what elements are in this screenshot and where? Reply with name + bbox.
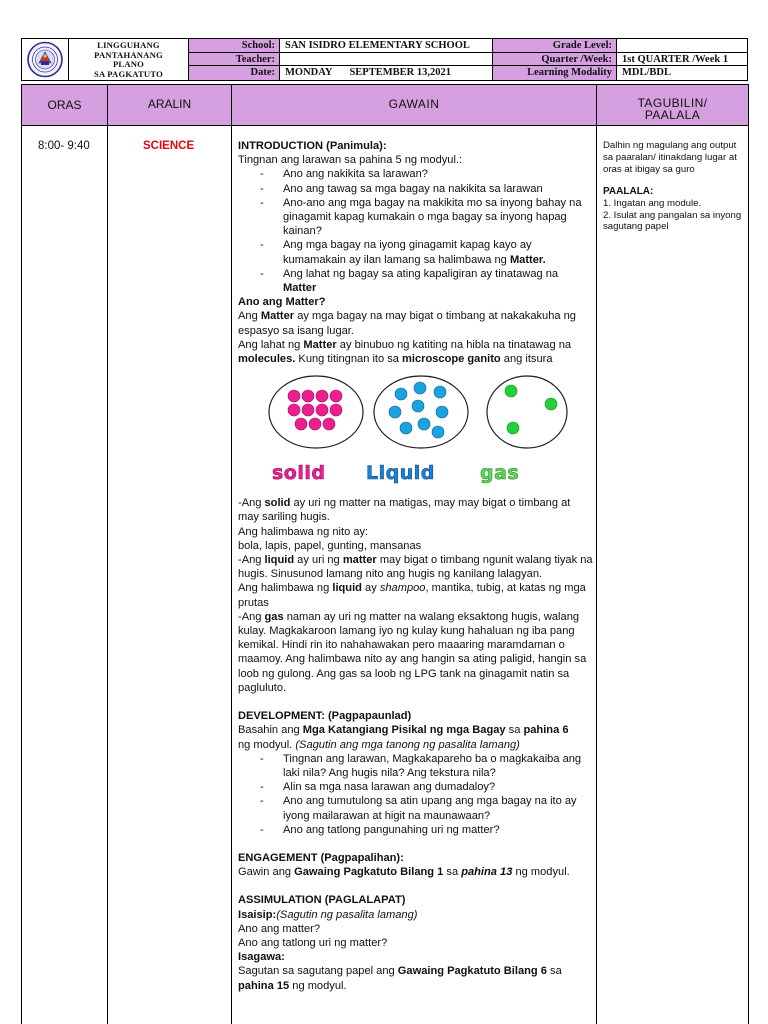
intro-item: - Ano ang tawag sa mga bagay na nakikita sa larawan: [238, 182, 594, 196]
gawain-column-divider: [596, 84, 597, 1024]
header-gawain: [232, 85, 596, 125]
gas-description: [238, 610, 594, 695]
solid-examples-title: Ang halimbawa ng nito ay:: [238, 525, 369, 538]
teacher-value: [280, 53, 493, 67]
gawain-content: [238, 139, 594, 993]
bold-text: liquid: [332, 582, 362, 595]
matter-molecules: [238, 338, 594, 366]
date-value-cell: [280, 66, 493, 80]
text: ng modyul.: [512, 866, 570, 879]
what-is-matter-title: Ano ang Matter?: [238, 296, 326, 309]
tagubilin-text: Dalhin ng magulang ang output sa paaralan/ itinakdang lugar at oras at ibigay sa guro: [603, 140, 737, 175]
intro-item: [238, 267, 594, 295]
intro-item-text: Ang mga bagay na iyong ginagamit kapag kayo ay kumamakain ay ilan lamang sa halimbawa ng: [283, 239, 532, 266]
introduction-title: INTRODUCTION (Panimula):: [238, 140, 387, 152]
text: ay binubuo ng katiting na hibla na tinatawag na: [336, 338, 572, 351]
text: -Ang: [238, 554, 265, 567]
bold-text: solid: [264, 497, 291, 510]
paalala-title: PAALALA:: [603, 185, 654, 197]
school-label: School:: [189, 39, 280, 53]
school-value: SAN ISIDRO ELEMENTARY SCHOOL: [280, 39, 493, 53]
text: Kung titingnan ito sa: [295, 353, 403, 366]
date-value: SEPTEMBER 13,2021: [349, 67, 451, 79]
engagement-text: [238, 865, 594, 879]
oras-time: 8:00- 9:40: [38, 140, 90, 152]
header-gawain-label: GAWAIN: [388, 97, 440, 111]
quarter-week-value: 1st QUARTER /Week 1: [617, 53, 747, 67]
header-tagubilin: [597, 85, 748, 125]
bold-text: Matter: [303, 338, 337, 351]
lesson-plan-title: [69, 39, 189, 80]
text: ay: [361, 582, 380, 595]
date-day: MONDAY: [285, 67, 333, 79]
text: -Ang: [238, 610, 265, 623]
italic-text: (Sagutin ng pasalita lamang): [276, 908, 418, 921]
matter-definition: [238, 309, 594, 337]
intro-item-bold: Matter.: [509, 253, 546, 266]
bold-text: liquid: [264, 554, 295, 567]
bold-text: molecules.: [238, 353, 296, 366]
grade-level-label: Grade Level:: [493, 39, 617, 53]
grade-level-value: [617, 39, 747, 53]
development-item: - Alin sa mga nasa larawan ang dumadaloy?: [238, 780, 594, 794]
oras-column-divider: [107, 84, 108, 1024]
text: Sagutan sa sagutang papel ang: [238, 965, 398, 978]
development-text: [238, 723, 594, 751]
bold-text: Matter: [260, 310, 295, 323]
text: Ang halimbawa ng: [238, 582, 333, 595]
intro-item: - Ano ang nakikita sa larawan?: [238, 167, 594, 181]
assimilation-title: ASSIMULATION (PAGLALAPAT): [238, 894, 406, 907]
bold-text: Gawaing Pagkatuto Bilang 6: [397, 965, 547, 978]
text: Gawin ang: [238, 866, 295, 879]
aralin-subject: SCIENCE: [143, 140, 195, 152]
italic-text: (Sagutin ang mga tanong ng pasalita lamang): [295, 738, 520, 751]
tagubilin-content: [603, 140, 746, 233]
isagawa-title: Isagawa:: [238, 951, 285, 964]
text: Ang: [238, 310, 261, 323]
liquid-description: [238, 553, 594, 581]
date-label: Date:: [189, 66, 280, 80]
text: ay uri ng: [294, 554, 343, 567]
deped-seal-logo: [22, 39, 69, 80]
text: naman ay uri ng matter na walang eksaktong hugis, walang kulay. Magkakaroon lamang iyo ng kulay kung hahaluan ng iba pang kemikal. Hindi rin ito nahahawakan pero maaaring maramdaman o maamoy. Ang halimbawa nito ay ang hangin sa ating paligid, hangin sa loob ng gulong. Ang gas sa loob ng LPG tank na ginagamit natin sa pagluluto.: [238, 610, 587, 694]
liquid-label: Liquid: [366, 462, 435, 485]
text: sa: [546, 965, 562, 978]
development-list: [238, 752, 594, 837]
text: ang itsura: [500, 353, 553, 366]
learning-modality-label: Learning Modality: [493, 66, 617, 80]
paalala-item-2: 2. Isulat ang pangalan sa inyong sagutang papel: [603, 209, 742, 233]
plano-line-3: PLANO: [112, 59, 145, 70]
header-tagubilin-label-1: TAGUBILIN/: [637, 96, 708, 110]
plano-line-4: SA PAGKATUTO: [93, 68, 163, 79]
development-title: DEVELOPMENT: (Pagpapaunlad): [238, 710, 412, 723]
plano-line-2: PANTAHANANG: [94, 49, 163, 60]
aralin-column-divider: [231, 84, 232, 1024]
header-aralin: [108, 85, 231, 125]
plano-line-1: LINGGUHANG: [97, 40, 160, 50]
quarter-week-label: Quarter /Week:: [493, 53, 617, 67]
solid-label: solid: [272, 462, 326, 485]
table-header-bottom-border: [21, 125, 749, 126]
bold-text: gas: [264, 610, 284, 623]
solid-examples: bola, lapis, papel, gunting, mansanas: [238, 539, 422, 552]
development-item: - Ano ang tatlong pangunahing uri ng matter?: [238, 823, 594, 837]
table-left-border: [21, 84, 22, 1024]
bold-text: matter: [342, 554, 377, 567]
header-aralin-label: ARALIN: [147, 97, 192, 111]
intro-item: - Ano-ano ang mga bagay na makikita mo sa inyong bahay na ginagamit kapag kumakain o mga bagay sa inyong hapag kainan?: [238, 196, 594, 239]
bold-text: microscope ganito: [402, 353, 501, 366]
header-oras: [22, 85, 107, 125]
development-item: - Ano ang tumutulong sa atin upang ang mga bagay na ito ay iyong mailarawan at higit na maunawaan?: [238, 794, 594, 822]
intro-item: [238, 238, 594, 266]
text: sa: [443, 866, 462, 879]
development-item: - Tingnan ang larawan, Magkakapareho ba o magkakaiba ang laki nila? Ang hugis nila? Ang tekstura nila?: [238, 752, 594, 780]
text: , mantika, tubig, at katas ng mga prutas: [238, 582, 586, 609]
isagawa-text: [238, 964, 594, 992]
italic-text: shampoo: [379, 582, 426, 595]
question-1: Ano ang matter?: [238, 922, 321, 935]
bold-text: Isaisip:: [238, 908, 277, 921]
states-of-matter-figure: [238, 374, 594, 494]
solid-circle: [269, 376, 363, 448]
teacher-label: Teacher:: [189, 53, 280, 67]
spacer: [603, 176, 746, 186]
text: ng modyul.: [289, 979, 347, 992]
introduction-text: Tingnan ang larawan sa pahina 5 ng modyul.:: [238, 154, 463, 167]
header-table: [21, 38, 748, 81]
bold-italic-text: pahina 13: [461, 866, 513, 879]
text: ng modyul.: [238, 738, 296, 751]
text: ay mga bagay na may bigat o timbang at nakakakuha ng espasyo sa isang lugar.: [238, 310, 576, 337]
engagement-title: ENGAGEMENT (Pagpapalihan):: [238, 851, 404, 864]
header-tagubilin-label-2: PAALALA: [644, 108, 701, 122]
table-right-border: [748, 84, 749, 1024]
liquid-examples: [238, 581, 594, 609]
solid-description: [238, 496, 594, 524]
spacer: [238, 695, 594, 709]
isaisip-line: [238, 908, 594, 922]
molecule-diagram: [268, 374, 568, 460]
bold-text: Gawaing Pagkatuto Bilang 1: [294, 866, 444, 879]
paalala-item-1: 1. Ingatan ang module.: [603, 197, 702, 209]
text: -Ang: [238, 497, 265, 510]
deped-seal-icon: [22, 39, 68, 80]
text: Ang lahat ng: [238, 338, 304, 351]
bold-text: Mga Katangiang Pisikal ng mga Bagay: [302, 724, 506, 737]
text: may bigat o timbang ngunit walang tiyak na hugis. Sinusunod lamang nito ang hugis ng kanilang lalagyan.: [238, 554, 593, 581]
spacer: [238, 837, 594, 851]
header-oras-label: ORAS: [47, 98, 82, 112]
bold-text: pahina 6: [523, 724, 569, 737]
text: sa: [505, 724, 524, 737]
table-top-border: [21, 84, 749, 85]
text: ay uri ng matter na matigas, may may bigat o timbang at may sariling hugis.: [238, 497, 571, 524]
learning-modality-value: MDL/BDL: [617, 66, 747, 80]
gas-label: gas: [480, 462, 520, 485]
bold-text: pahina 15: [238, 979, 290, 992]
intro-item-bold: Matter: [283, 282, 317, 295]
text: Basahin ang: [238, 724, 303, 737]
question-2: Ano ang tatlong uri ng matter?: [238, 936, 388, 949]
intro-item-text: Ang lahat ng bagay sa ating kapaligiran ay tinatawag na: [283, 267, 559, 280]
spacer: [238, 879, 594, 893]
gas-circle: [487, 376, 567, 448]
introduction-list: [238, 167, 594, 295]
